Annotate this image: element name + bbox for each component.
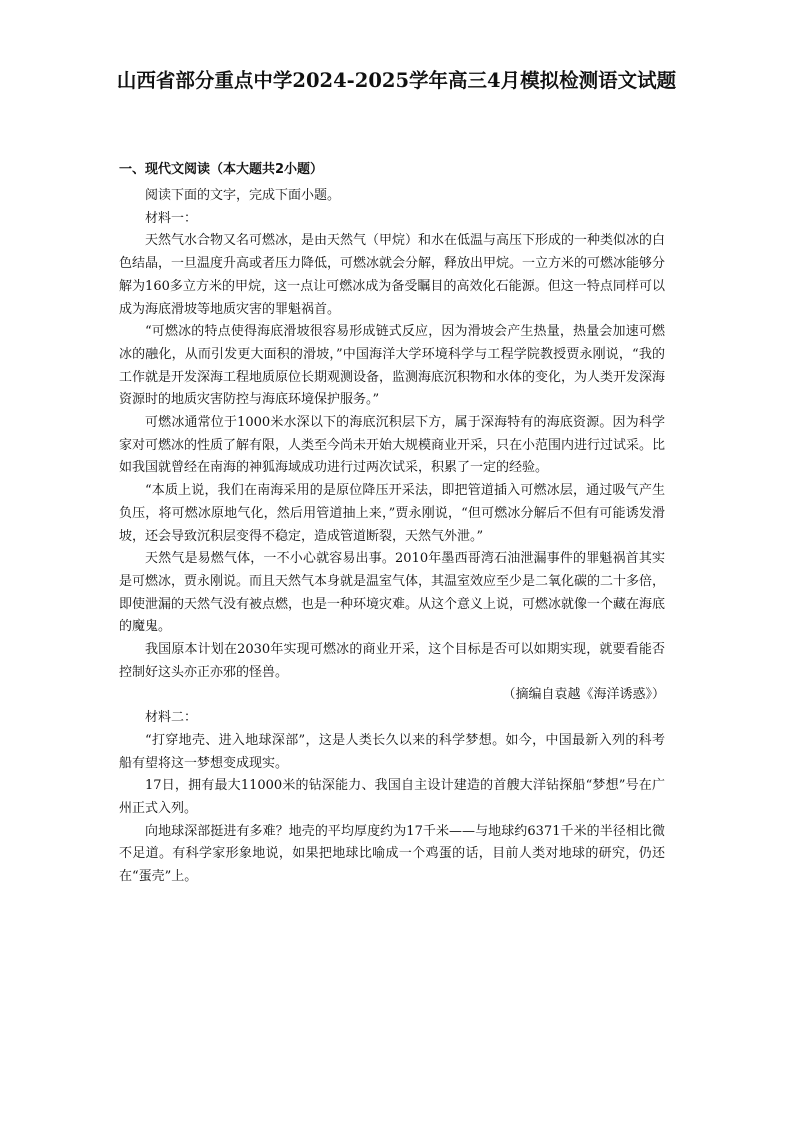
material2-paragraph: “打穿地壳、进入地球深部”，这是人类长久以来的科学梦想。如今，中国最新入列的科考船有望将这一梦想变成现实。 [119,732,665,771]
document-title: 山西省部分重点中学2024-2025学年高三4月模拟检测语文试题 [116,69,677,92]
material1-paragraph: 天然气水合物又名可燃冰，是由天然气（甲烷）和水在低温与高压下形成的一种类似冰的白色结晶，一旦温度升高或者压力降低，可燃冰就会分解，释放出甲烷。一立方米的可燃冰能够分解为160多立方米的甲烷，这一点让可燃冰成为备受瞩目的高效化石能源。但这一特点同样可以成为海底滑坡等地质灾害的罪魁祸首。 [119,233,666,317]
material1-paragraph: 可燃冰通常位于1000米水深以下的海底沉积层下方，属于深海特有的海底资源。因为科学家对可燃冰的性质了解有限，人类至今尚未开始大规模商业开采，只在小范围内进行过试采。比如我国就曾经在南海的神狐海域成功进行过两次试采，积累了一定的经验。 [119,415,666,476]
instruction: 阅读下面的文字，完成下面小题。 [145,188,341,203]
material2-paragraph: 向地球深部挺进有多难？地壳的平均厚度约为17千米——与地球约6371千米的半径相比微不足道。有科学家形象地说，如果把地球比喻成一个鸡蛋的话，目前人类对地球的研究，仍还在“蛋壳”上。 [119,823,665,885]
material2-label: 材料二： [145,710,198,726]
document-body [119,185,665,889]
material1-paragraph: 我国原本计划在2030年实现可燃冰的商业开采，这个目标是否可以如期实现，就要看能否控制好这头亦正亦邪的怪兽。 [119,642,665,680]
section-heading: 一、现代文阅读（本大题共2小题） [119,162,324,177]
material1-paragraph: “可燃冰的特点使得海底滑坡很容易形成链式反应，因为滑坡会产生热量，热量会加速可燃冰的融化，从而引发更大面积的滑坡，”中国海洋大学环境科学与工程学院教授贾永刚说，“我的工作就是开发深海工程地质原位长期观测设备，监测海底沉积物和水体的变化，为人类开发深海资源时的地质灾害防控与海底环境保护服务。” [119,324,666,408]
material2-paragraph: 17日，拥有最大11000米的钻深能力、我国自主设计建造的首艘大洋钻探船“梦想”号在广州正式入列。 [119,778,665,816]
material1-source: （摘编自袁越《海洋诱惑》） [502,687,665,703]
material1-paragraph: 天然气是易燃气体，一不小心就容易出事。2010年墨西哥湾石油泄漏事件的罪魁祸首其实是可燃冰，贾永刚说。而且天然气本身就是温室气体，其温室效应至少是二氧化碳的二十多倍，即使泄漏的天然气没有被点燃，也是一种环境灾难。从这个意义上说，可燃冰就像一个藏在海底的魔鬼。 [119,551,666,635]
material1-label: 材料一： [145,210,198,226]
material1-paragraph: “本质上说，我们在南海采用的是原位降压开采法，即把管道插入可燃冰层，通过吸气产生负压，将可燃冰原地气化，然后用管道抽上来，”贾永刚说，“但可燃冰分解后不但有可能诱发滑坡，还会导致沉积层变得不稳定，造成管道断裂，天然气外泄。” [119,483,665,544]
